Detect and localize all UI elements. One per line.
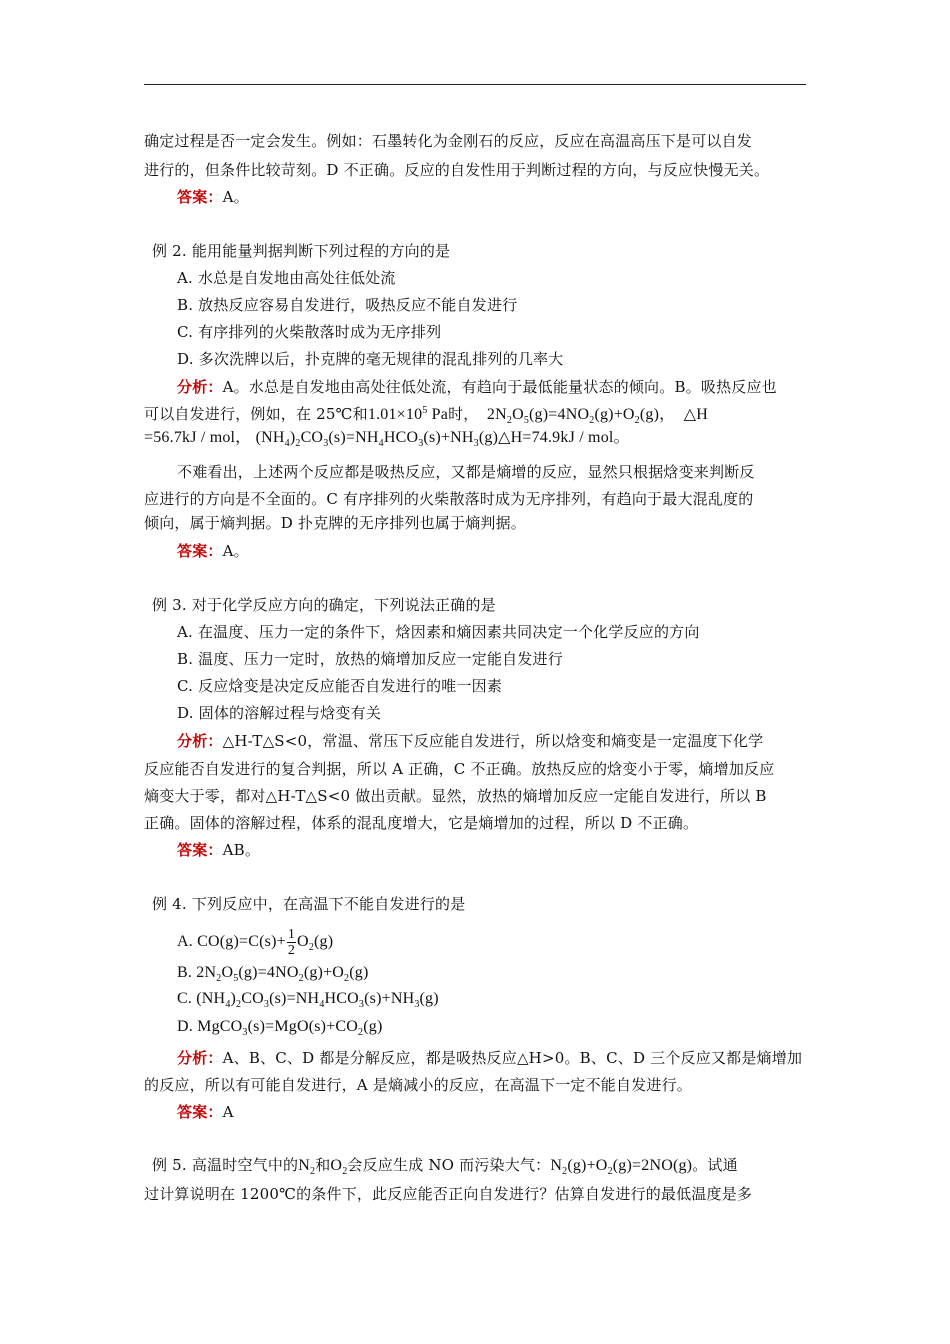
text-line: 反应能否自发进行的复合判据，所以 A 正确，C 不正确。放热反应的焓变小于零，熵增加反应	[144, 760, 775, 778]
answer-label: 答案：	[177, 841, 223, 859]
analysis-label: 分析：	[177, 1049, 223, 1067]
option-b: B. $2N_2O_5(g)=4NO_2(g)+O_2(g)$	[177, 964, 369, 984]
equation: $2N_2O_5(g)=4NO_2(g)+O_2(g)$， △H	[478, 406, 708, 426]
option-d: D. $MgCO_3(s)=MgO(s)+CO_2(g)$	[177, 1018, 383, 1038]
text-line: 正确。固体的溶解过程，体系的混乱度增大，它是熵增加的过程，所以 D 不正确。	[144, 814, 699, 832]
fraction: $\frac{1}{2}$	[287, 926, 296, 958]
text-line: 应进行的方向是不全面的。C 有序排列的火柴散落时成为无序排列，有趋向于最大混乱度的	[144, 490, 754, 508]
answer-label: 答案：	[177, 188, 223, 206]
text-line: 熵变大于零，都对△H-T△S<0 做出贡献。显然，放热的熵增加反应一定能自发进行，所以 B	[144, 787, 767, 805]
option-a: A. 水总是自发地由高处往低处流	[177, 269, 396, 287]
text-line: 进行的，但条件比较苛刻。D 不正确。反应的自发性用于判断过程的方向，与反应快慢无关。	[144, 161, 770, 179]
equation: $N_2(g)+O_2(g)=2NO(g)$	[550, 1157, 693, 1177]
analysis-2: 分析：A。水总是自发地由高处往低处流，有趋向于最低能量状态的倾向。B。吸热反应也	[177, 378, 777, 396]
example-2-question: 例 2. 能用能量判据判断下列过程的方向的是	[152, 242, 451, 260]
example-5-question: 例 5. 高温时空气中的$N_2$和$O_2$会反应生成 NO 而污染大气：$N_2(g)+O_2(g)=2NO(g)$。试通	[152, 1156, 738, 1177]
answer-2: 答案：A。	[177, 542, 249, 560]
text-line: 的反应，所以有可能自发进行，A 是熵减小的反应，在高温下一定不能自发进行。	[144, 1076, 693, 1094]
answer-label: 答案：	[177, 542, 223, 560]
option-a: A. CO(g)=C(s)+ $\frac{1}{2}$ $O_2(g)$	[177, 926, 334, 958]
answer-1: 答案：A。	[177, 188, 249, 206]
analysis-label: 分析：	[177, 732, 223, 750]
analysis-4: 分析：A、B、C、D 都是分解反应，都是吸热反应△H>0。B、C、D 三个反应又都是熵增加	[177, 1049, 803, 1067]
text-line: 可以自发进行，例如，在 25℃和$1.01\times 10^5$ Pa时， $2N_2O_5(g)=4NO_2(g)+O_2(g)$， △H	[144, 405, 708, 426]
answer-4: 答案：A	[177, 1103, 234, 1121]
example-4-question: 例 4. 下列反应中，在高温下不能自发进行的是	[152, 895, 466, 913]
option-c: C. 有序排列的火柴散落时成为无序排列	[177, 323, 442, 341]
text-line: 倾向，属于熵判据。D 扑克牌的无序排列也属于熵判据。	[144, 514, 526, 532]
pressure-formula: $1.01\times 10^5$ Pa	[367, 405, 449, 423]
option-c: C. 反应焓变是决定反应能否自发进行的唯一因素	[177, 677, 503, 695]
option-b: B. 温度、压力一定时，放热的熵增加反应一定能自发进行	[177, 650, 563, 668]
analysis-3: 分析：△H-T△S<0，常温、常压下反应能自发进行，所以焓变和熵变是一定温度下化学	[177, 732, 764, 750]
answer-3: 答案：AB。	[177, 841, 261, 859]
option-a: A. 在温度、压力一定的条件下，焓因素和熵因素共同决定一个化学反应的方向	[177, 623, 700, 641]
answer-label: 答案：	[177, 1103, 223, 1121]
option-b: B. 放热反应容易自发进行，吸热反应不能自发进行	[177, 296, 518, 314]
option-d: D. 固体的溶解过程与焓变有关	[177, 704, 382, 722]
text-line: 不难看出，上述两个反应都是吸热反应，又都是熵增的反应，显然只根据焓变来判断反	[177, 463, 755, 481]
option-d: D. 多次洗牌以后，扑克牌的毫无规律的混乱排列的几率大	[177, 350, 564, 368]
analysis-label: 分析：	[177, 378, 223, 396]
text-line: 过计算说明在 1200℃的条件下，此反应能否正向自发进行？估算自发进行的最低温度是多	[144, 1185, 753, 1203]
text-line: 确定过程是否一定会发生。例如：石墨转化为金刚石的反应，反应在高温高压下是可以自发	[144, 132, 753, 150]
example-3-question: 例 3. 对于化学反应方向的确定，下列说法正确的是	[152, 596, 496, 614]
option-c: C. $(NH_4)_2CO_3(s)=NH_4HCO_3(s)+NH_3(g)$	[177, 990, 439, 1010]
equation-line	[144, 427, 630, 447]
equation: =56.7kJ / mol， $(NH_4)_2CO_3(s)=NH_4HCO_3(s)+NH_3(g)\triangle H=74.9kJ$ / mol。	[144, 429, 630, 449]
header-rule	[144, 84, 806, 85]
